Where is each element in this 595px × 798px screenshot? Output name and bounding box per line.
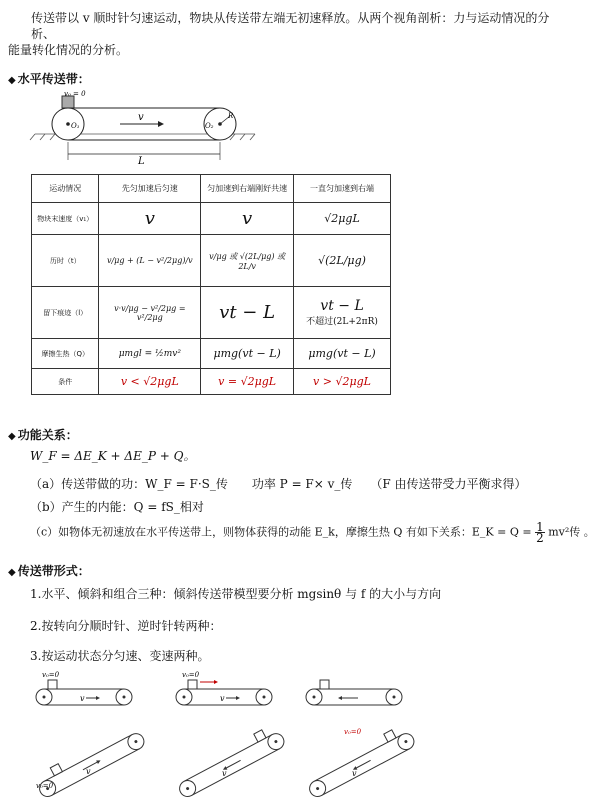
belt-diagram-horizontal-3 <box>300 668 420 712</box>
fraction-denominator: 2 <box>536 531 544 545</box>
header-cell: 运动情况 <box>32 175 99 203</box>
trace-limit: 不超过(2L+2πR) <box>306 317 378 327</box>
belt-diagram-horizontal-1 <box>30 668 150 712</box>
table-cell: μmg(vt − L) <box>294 339 391 369</box>
forms-item-2: 2.按转向分顺时针、逆时针转两种： <box>30 619 222 633</box>
row-label: 历时（t） <box>32 235 99 287</box>
energy-formula: W_F = ΔE_K + ΔE_P + Q。 <box>30 449 196 463</box>
diamond-bullet-icon: ◆ <box>8 75 16 86</box>
o1-label: O₁ <box>71 122 80 130</box>
table-cell: v > √2μgL <box>294 369 391 395</box>
energy-item-c <box>30 520 595 545</box>
table-cell: μmg(vt − L) <box>201 339 294 369</box>
table-cell: √(2L/μg) <box>294 235 391 287</box>
svg-text:v: v <box>222 769 227 778</box>
half-fraction <box>535 522 545 543</box>
svg-text:v: v <box>80 694 85 703</box>
table-cell: μmgl = ½mv² <box>99 339 201 369</box>
energy-heading-text: 功能关系： <box>17 428 78 442</box>
table-cell: v <box>201 203 294 235</box>
table-row <box>32 203 391 235</box>
svg-text:v: v <box>352 769 357 778</box>
diamond-bullet-icon: ◆ <box>8 567 16 578</box>
table-row <box>32 235 391 287</box>
v-label: v <box>138 112 144 123</box>
table-cell <box>294 287 391 339</box>
table-cell: √2μgL <box>294 203 391 235</box>
row-label: 条件 <box>32 369 99 395</box>
table-cell: v < √2μgL <box>99 369 201 395</box>
energy-item-a: （a）传送带做的功：W_F = F·S_传 功率 P = F× v_传 （F 由传送带受力平衡求得） <box>30 477 527 491</box>
forms-heading-text: 传送带形式： <box>17 564 90 578</box>
table-cell: vt − L <box>201 287 294 339</box>
forms-item-3: 3.按运动状态分匀速、变速两种。 <box>30 649 210 663</box>
table-cell: v/μg + (L − v²/2μg)/v <box>99 235 201 287</box>
r-label: R <box>228 112 234 120</box>
table-cell: v/μg 或 √(2L/μg) 或 2L/v <box>201 235 294 287</box>
forms-item-1: 1.水平、倾斜和组合三种：倾斜传送带模型要分析 mgsinθ 与 f 的大小与方向 <box>30 587 442 601</box>
intro-line-1: 传送带以 v 顺时针匀速运动，物块从传送带左端无初速释放。从两个视角剖析：力与运动情况的分析、 <box>31 11 550 41</box>
svg-text:v₀=0: v₀=0 <box>344 728 362 736</box>
trace-formula: vt − L <box>320 298 364 314</box>
belt-diagram-incline-1 <box>30 718 160 796</box>
l-label: L <box>138 156 145 167</box>
svg-text:v₀=0: v₀=0 <box>182 671 200 679</box>
energy-item-c-tail: mv²传 。 <box>548 525 595 539</box>
table-row <box>32 369 391 395</box>
belt-diagram-incline-2 <box>170 718 300 796</box>
row-label: 留下痕迹（l） <box>32 287 99 339</box>
diamond-bullet-icon: ◆ <box>8 431 16 442</box>
svg-text:v₀=0: v₀=0 <box>36 782 54 790</box>
header-cell: 一直匀加速到右端 <box>294 175 391 203</box>
forms-heading <box>8 562 90 579</box>
header-cell: 先匀加速后匀速 <box>99 175 201 203</box>
table-cell: v = √2μgL <box>201 369 294 395</box>
energy-item-b: （b）产生的内能：Q = fS_相对 <box>30 500 204 514</box>
table-cell: v <box>99 203 201 235</box>
table-cell: v·v/μg − v²/2μg = v²/2μg <box>99 287 201 339</box>
intro-line-2: 能量转化情况的分析。 <box>8 43 129 57</box>
row-label: 物块末速度（v₁） <box>32 203 99 235</box>
svg-text:v: v <box>86 767 91 776</box>
svg-text:v: v <box>220 694 225 703</box>
energy-heading <box>8 426 78 443</box>
o2-label: O₂ <box>205 122 214 130</box>
fraction-numerator: 1 <box>536 520 544 534</box>
header-cell: 匀加速到右端刚好共速 <box>201 175 294 203</box>
horizontal-belt-diagram <box>30 88 260 170</box>
belt-diagram-horizontal-2 <box>170 668 290 712</box>
table-row <box>32 287 391 339</box>
energy-item-c-text: （c）如物体无初速放在水平传送带上，则物体获得的动能 E_k，摩擦生热 Q 有如下关系：E_K = Q = <box>30 525 532 539</box>
v0-label: v₀ = 0 <box>64 90 86 98</box>
belt-diagram-incline-3 <box>300 718 430 796</box>
table-header-row <box>32 175 391 203</box>
horizontal-heading-text: 水平传送带： <box>17 72 90 86</box>
horizontal-heading <box>8 70 90 87</box>
table-row <box>32 339 391 369</box>
motion-table <box>31 174 391 395</box>
row-label: 摩擦生热（Q） <box>32 339 99 369</box>
svg-text:v₀=0: v₀=0 <box>42 671 60 679</box>
